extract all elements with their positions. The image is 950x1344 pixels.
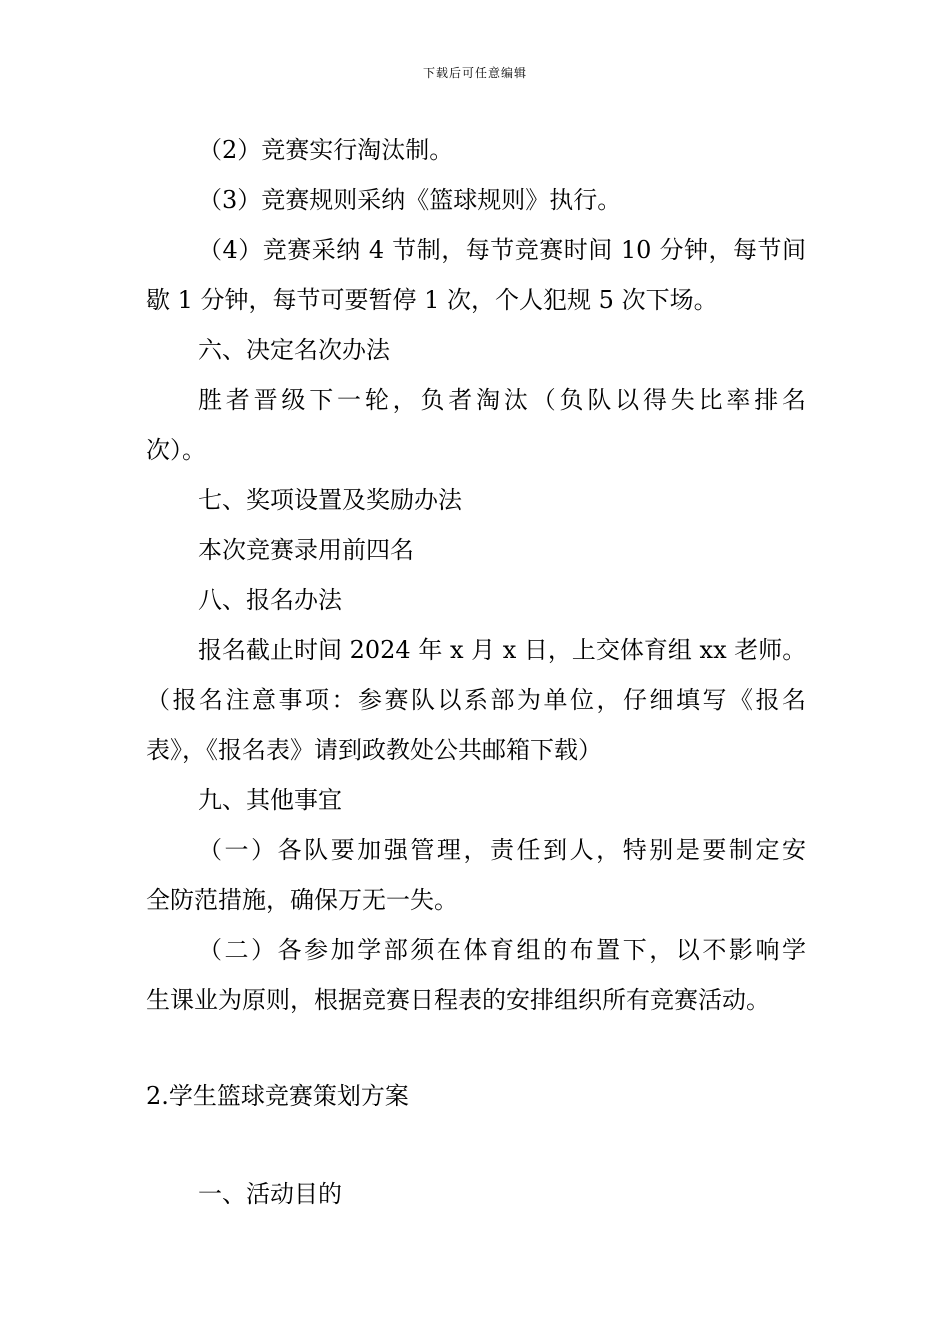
paragraph-rule-4-line-2: 歇 1 分钟，每节可要暂停 1 次，个人犯规 5 次下场。 [146,286,718,314]
paragraph-ranking-line-2: 次）。 [146,436,206,464]
paragraph-registration-notes-line-2: 表》，《报名表》请到政教处公共邮箱下载） [146,736,602,764]
heading-ranking-method: 六、决定名次办法 [198,336,390,364]
paragraph-other-1-line-2: 全防范措施，确保万无一失。 [146,886,458,914]
section-title: 2.学生篮球竞赛策划方案 [146,1082,409,1110]
paragraph-rule-4-line-1: （4）竞赛采纳 4 节制，每节竞赛时间 10 分钟，每节间 [198,236,806,264]
page-header: 下载后可任意编辑 [422,66,527,80]
paragraph-other-2-line-2: 生课业为原则，根据竞赛日程表的安排组织所有竞赛活动。 [146,986,770,1014]
paragraph-ranking-line-1: 胜者晋级下一轮，负者淘汰（负队以得失比率排名 [198,386,806,414]
paragraph-rule-2: （2）竞赛实行淘汰制。 [198,136,454,164]
heading-registration: 八、报名办法 [198,586,342,614]
heading-activity-purpose: 一、活动目的 [198,1180,342,1208]
heading-awards: 七、奖项设置及奖励办法 [198,486,462,514]
paragraph-rule-3: （3）竞赛规则采纳《篮球规则》执行。 [198,186,622,214]
paragraph-other-1-line-1: （一）各队要加强管理，责任到人，特别是要制定安 [198,836,806,864]
paragraph-other-2-line-1: （二）各参加学部须在体育组的布置下，以不影响学 [198,936,806,964]
heading-other-matters: 九、其他事宜 [198,786,342,814]
paragraph-registration-notes-line-1: （报名注意事项：参赛队以系部为单位，仔细填写《报名 [146,686,806,714]
paragraph-registration-deadline: 报名截止时间 2024 年 x 月 x 日，上交体育组 xx 老师。 [198,636,807,664]
paragraph-awards: 本次竞赛录用前四名 [198,536,414,564]
